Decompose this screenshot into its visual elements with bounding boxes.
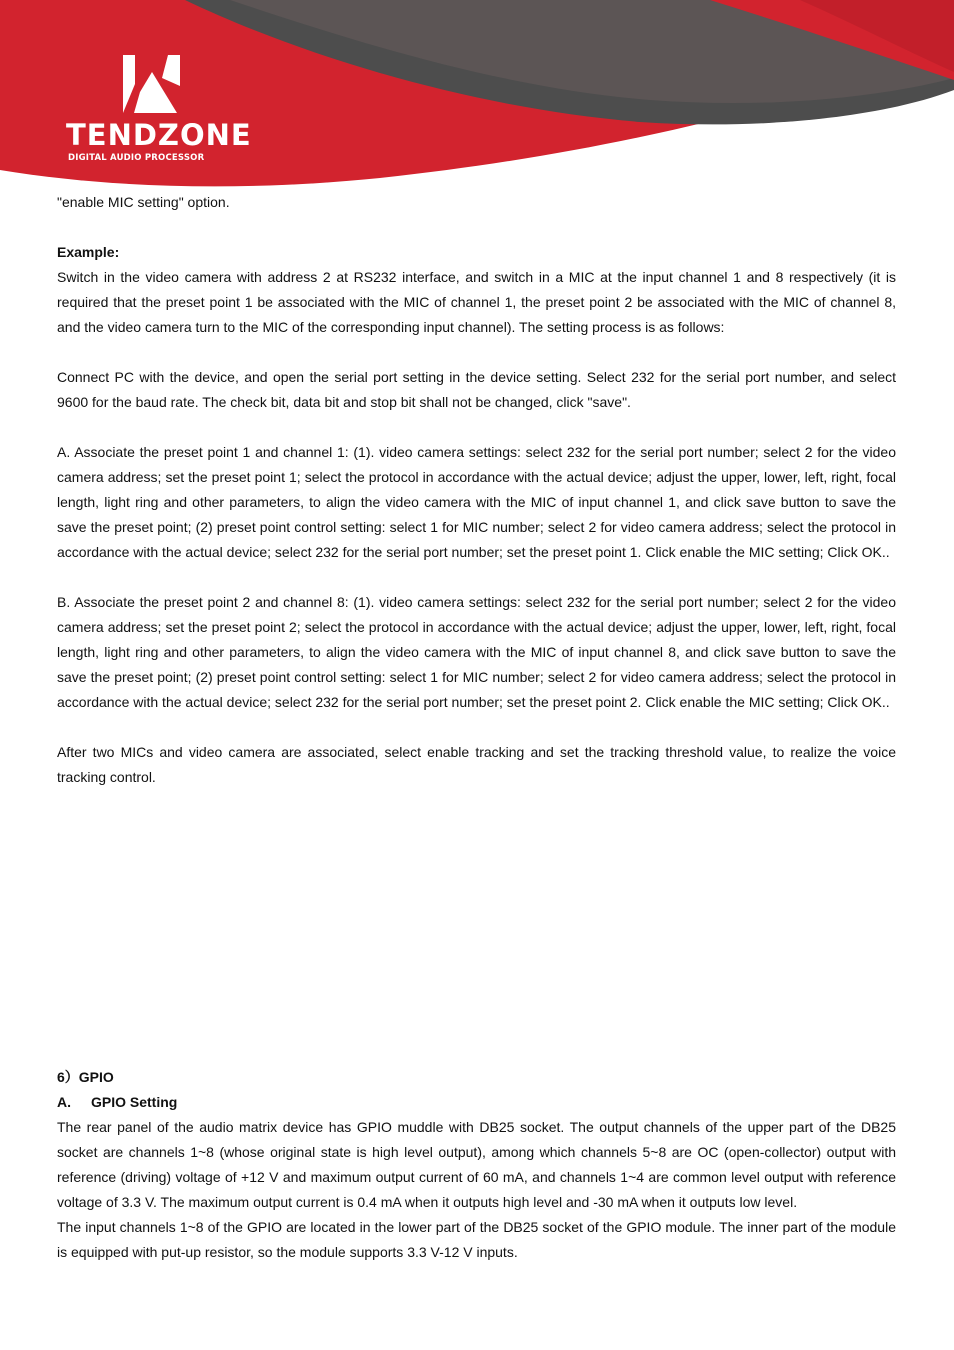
subsection-letter: A. [57, 1094, 71, 1110]
tendzone-k-mark-icon [122, 54, 182, 114]
subsection-heading [57, 1090, 896, 1115]
document-body [57, 190, 896, 790]
paragraph-gpio-inputs: The input channels 1~8 of the GPIO are located in the lower part of the DB25 socket of the GPIO module. The inner part of the module is equipped with put-up resistor, so the module supports 3.3 V-12 V inputs. [57, 1219, 896, 1260]
brand-tagline: DIGITAL AUDIO PROCESSOR [68, 153, 205, 163]
section-heading-gpio: 6）GPIO [57, 1069, 114, 1085]
paragraph-serial-setup: Connect PC with the device, and open the serial port setting in the device setting. Select 232 for the serial port number, and select 9600 for the baud rate. The check bit, data bit and stop bit shall not be changed, click "save". [57, 369, 896, 410]
brand-name: TENDZONE [66, 118, 252, 152]
paragraph-step-b: B. Associate the preset point 2 and channel 8: (1). video camera settings: select 232 for the serial port number; select 2 for the video camera address; set the preset point 2; select the protocol in accordance with the actual device; adjust the upper, lower, left, right, focal length, light ring and other parameters, to align the video camera with the MIC of input channel 8, and click save button to save the save the preset point; (2) preset point control setting: select 1 for MIC number; select 2 for video camera address; select the protocol in accordance with the actual device; select 232 for the serial port number; set the preset point 2. Click enable the MIC setting; Click OK.. [57, 594, 896, 710]
paragraph-example-intro: Switch in the video camera with address 2 at RS232 interface, and switch in a MIC at the input channel 1 and 8 respectively (it is required that the preset point 1 be associated with the MIC of channel 1, the preset point 2 be associated with the MIC of channel 8, and the video camera turn to the MIC of the corresponding input channel). The setting process is as follows: [57, 269, 896, 335]
gpio-section [57, 1065, 896, 1265]
paragraph-continuation: "enable MIC setting" option. [57, 194, 230, 210]
paragraph-step-a: A. Associate the preset point 1 and channel 1: (1). video camera settings: select 232 for the serial port number; select 2 for the video camera address; set the preset point 1; select the protocol in accordance with the actual device; adjust the upper, lower, left, right, focal length, light ring and other parameters, to align the video camera with the MIC of input channel 1, and click save button to save the save the preset point; (2) preset point control setting: select 1 for MIC number; select 2 for video camera address; select the protocol in accordance with the actual device; select 232 for the serial port number; set the preset point 1. Click enable the MIC setting; Click OK.. [57, 444, 896, 560]
subsection-title: GPIO Setting [91, 1094, 178, 1110]
example-heading: Example: [57, 244, 120, 260]
paragraph-tracking: After two MICs and video camera are associated, select enable tracking and set the tracking threshold value, to realize the voice tracking control. [57, 744, 896, 785]
paragraph-gpio-outputs: The rear panel of the audio matrix device has GPIO muddle with DB25 socket. The output channels of the upper part of the DB25 socket are channels 1~8 (whose original state is high level output), among which channels 5~8 are OC (open-collector) output with reference (driving) voltage of +12 V and maximum output current of 60 mA, and channels 1~4 are common level output with reference voltage of 3.3 V. The maximum output current is 0.4 mA when it outputs high level and -30 mA when it outputs low level. [57, 1119, 896, 1210]
brand-logo [60, 52, 250, 172]
